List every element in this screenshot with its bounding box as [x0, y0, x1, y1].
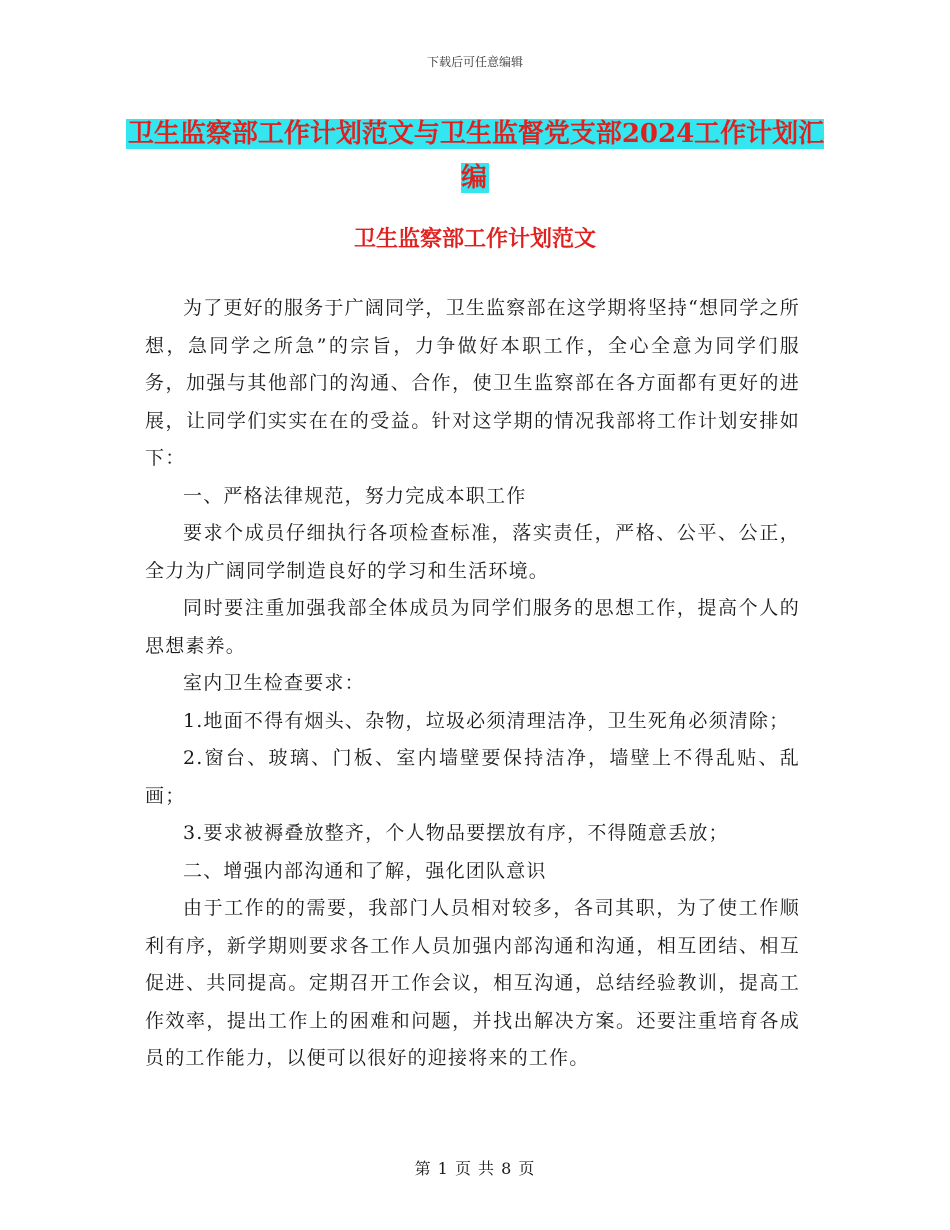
- paragraph: 1.地面不得有烟头、杂物，垃圾必须清理洁净，卫生死角必须清除；: [183, 709, 790, 732]
- document-title-text: 卫生监察部工作计划范文与卫生监督党支部2024工作计划汇编: [127, 119, 825, 193]
- paragraph: 为了更好的服务于广阔同学，卫生监察部在这学期将坚持“想同学之所想，急同学之所急”的宗旨，力争做好本职工作，全心全意为同学们服务，加强与其他部门的沟通、合作，使卫生监察部在各方面都有更好的进展，让同学们实实在在的受益。针对这学期的情况我部将工作计划安排如下：: [145, 297, 800, 469]
- page-number-footer: 第 1 页 共 8 页: [414, 1159, 536, 1178]
- paragraph: 室内卫生检查要求：: [183, 672, 365, 694]
- paragraph: 2.窗台、玻璃、门板、室内墙壁要保持洁净，墙壁上不得乱贴、乱画；: [145, 747, 800, 807]
- paragraph: 要求个成员仔细执行各项检查标准，落实责任，严格、公平、公正，全力为广阔同学制造良好的学习和生活环境。: [145, 522, 800, 582]
- paragraph: 二、增强内部沟通和了解，强化团队意识: [183, 859, 547, 882]
- document-body: [145, 290, 800, 1078]
- paragraph: 3.要求被褥叠放整齐，个人物品要摆放有序，不得随意丢放；: [183, 822, 729, 844]
- paragraph: 由于工作的的需要，我部门人员相对较多，各司其职，为了使工作顺利有序，新学期则要求各工作人员加强内部沟通和沟通，相互团结、相互促进、共同提高。定期召开工作会议，相互沟通，总结经验教训，提高工作效率，提出工作上的困难和问题，并找出解决方案。还要注重培育各成员的工作能力，以便可以很好的迎接将来的工作。: [145, 897, 800, 1069]
- section-title: 卫生监察部工作计划范文: [353, 226, 596, 252]
- header-note: 下载后可任意编辑: [426, 55, 523, 69]
- paragraph: 同时要注重加强我部全体成员为同学们服务的思想工作，提高个人的思想素养。: [145, 597, 800, 657]
- document-title: [120, 112, 830, 200]
- paragraph: 一、严格法律规范，努力完成本职工作: [183, 484, 527, 507]
